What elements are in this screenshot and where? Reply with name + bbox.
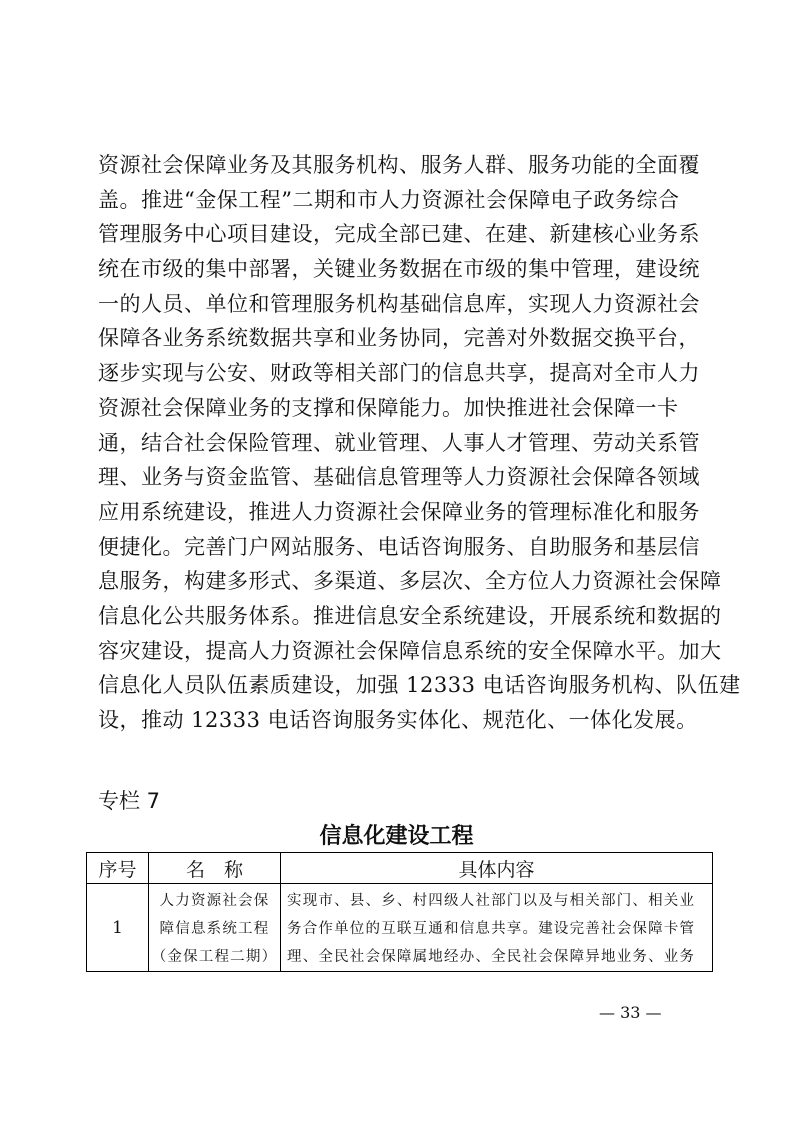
body-paragraph <box>98 148 741 738</box>
body-line: 保障各业务系统数据共享和业务协同，完善对外数据交换平台， <box>98 326 700 351</box>
row-name <box>149 884 281 972</box>
table-title: 信息化建设工程 <box>319 824 474 849</box>
header-num: 序号 <box>87 853 149 884</box>
body-line: 管理服务中心项目建设，完成全部已建、在建、新建核心业务系 <box>98 222 700 247</box>
body-line: 信息化公共服务体系。推进信息安全系统建设，开展系统和数据的 <box>98 603 722 628</box>
column-label: 专栏 7 <box>98 789 161 813</box>
body-line: 通，结合社会保险管理、就业管理、人事人才管理、劳动关系管 <box>98 430 700 455</box>
row-num: 1 <box>87 884 149 972</box>
row-content-line: 务合作单位的互联互通和信息共享。建设完善社会保障卡管 <box>287 921 696 937</box>
row-content-line: 理、全民社会保障属地经办、全民社会保障异地业务、业务 <box>287 949 696 965</box>
row-name-line: （金保工程二期） <box>151 949 278 965</box>
body-line: 容灾建设，提高人力资源社会保障信息系统的安全保障水平。加大 <box>98 638 722 663</box>
row-content <box>281 884 713 972</box>
row-name-line: 障信息系统工程 <box>159 921 270 937</box>
body-line: 资源社会保障业务及其服务机构、服务人群、服务功能的全面覆 <box>98 153 700 177</box>
body-line: 息服务，构建多形式、多渠道、多层次、全方位人力资源社会保障 <box>98 569 722 594</box>
body-line: 统在市级的集中部署，关键业务数据在市级的集中管理，建设统 <box>98 257 700 282</box>
header-name: 名 称 <box>149 853 281 884</box>
body-line: 信息化人员队伍素质建设，加强 12333 电话咨询服务机构、队伍建 <box>98 673 741 698</box>
body-line: 资源社会保障业务的支撑和保障能力。加快推进社会保障一卡 <box>98 395 679 420</box>
table-row <box>87 884 713 972</box>
body-line: 应用系统建设，推进人力资源社会保障业务的管理标准化和服务 <box>98 499 700 524</box>
body-line: 一的人员、单位和管理服务机构基础信息库，实现人力资源社会 <box>98 291 700 316</box>
row-content-line: 实现市、县、乡、村四级人社部门以及与相关部门、相关业 <box>287 893 696 909</box>
page-number: — 33 — <box>599 1003 662 1022</box>
body-line: 盖。推进“金保工程”二期和市人力资源社会保障电子政务综合 <box>98 187 680 212</box>
body-line: 理、业务与资金监管、基础信息管理等人力资源社会保障各领域 <box>98 465 700 490</box>
header-content: 具体内容 <box>281 853 713 884</box>
project-table <box>86 852 713 972</box>
row-name-line: 人力资源社会保 <box>159 893 270 909</box>
body-line: 设，推动 12333 电话咨询服务实体化、规范化、一体化发展。 <box>98 708 698 732</box>
body-line: 逐步实现与公安、财政等相关部门的信息共享，提高对全市人力 <box>98 361 700 386</box>
body-line: 便捷化。完善门户网站服务、电话咨询服务、自助服务和基层信 <box>98 534 700 559</box>
table-header-row <box>87 853 713 884</box>
